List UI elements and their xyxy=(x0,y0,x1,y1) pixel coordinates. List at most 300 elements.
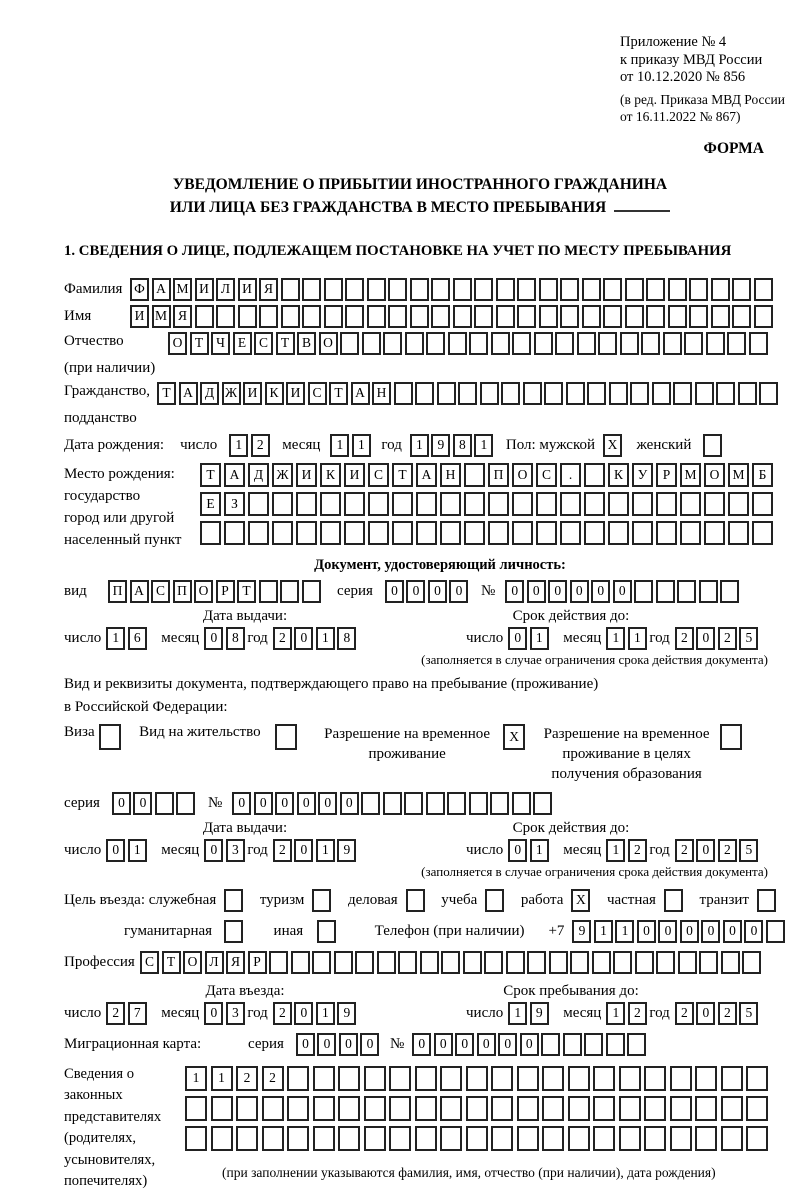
char-cell[interactable]: 1 xyxy=(530,627,549,650)
char-cell[interactable]: 2 xyxy=(718,1002,737,1025)
char-cell[interactable] xyxy=(721,1066,743,1091)
char-cell[interactable] xyxy=(656,580,675,603)
char-cell[interactable] xyxy=(517,1126,539,1151)
char-cell[interactable] xyxy=(566,382,585,405)
char-cell[interactable]: 1 xyxy=(330,434,349,457)
char-cell[interactable]: 0 xyxy=(570,580,589,603)
char-cell[interactable]: 0 xyxy=(297,792,316,815)
char-cell[interactable] xyxy=(704,492,725,516)
char-cell[interactable] xyxy=(517,278,536,301)
char-cell[interactable]: И xyxy=(344,463,365,487)
char-cell[interactable] xyxy=(635,951,654,974)
char-cell[interactable]: П xyxy=(173,580,192,603)
char-cell[interactable]: 0 xyxy=(133,792,152,815)
char-cell[interactable] xyxy=(727,332,746,355)
char-cell[interactable] xyxy=(324,278,343,301)
char-cell[interactable] xyxy=(440,1096,462,1121)
char-cell[interactable] xyxy=(389,1096,411,1121)
char-cell[interactable] xyxy=(491,1096,513,1121)
char-cell[interactable] xyxy=(398,951,417,974)
char-cell[interactable]: Е xyxy=(200,492,221,516)
char-cell[interactable]: О xyxy=(319,332,338,355)
char-cell[interactable]: Л xyxy=(205,951,224,974)
char-cell[interactable] xyxy=(668,278,687,301)
char-cell[interactable]: 0 xyxy=(637,920,656,943)
char-cell[interactable] xyxy=(262,1126,284,1151)
char-cell[interactable]: О xyxy=(194,580,213,603)
char-cell[interactable]: 2 xyxy=(675,1002,694,1025)
char-cell[interactable] xyxy=(238,305,257,328)
char-cell[interactable]: 0 xyxy=(317,1033,336,1056)
char-cell[interactable] xyxy=(404,792,423,815)
char-cell[interactable] xyxy=(317,920,336,943)
char-cell[interactable]: 5 xyxy=(739,839,758,862)
char-cell[interactable]: 0 xyxy=(428,580,447,603)
char-cell[interactable] xyxy=(410,305,429,328)
char-cell[interactable] xyxy=(568,1096,590,1121)
char-cell[interactable]: 0 xyxy=(696,627,715,650)
char-cell[interactable] xyxy=(480,382,499,405)
char-cell[interactable]: 1 xyxy=(594,920,613,943)
char-cell[interactable] xyxy=(752,521,773,545)
char-cell[interactable] xyxy=(420,951,439,974)
char-cell[interactable] xyxy=(383,332,402,355)
char-cell[interactable]: М xyxy=(173,278,192,301)
char-cell[interactable] xyxy=(593,1126,615,1151)
char-cell[interactable] xyxy=(563,1033,582,1056)
char-cell[interactable] xyxy=(539,305,558,328)
char-cell[interactable] xyxy=(619,1096,641,1121)
char-cell[interactable]: 1 xyxy=(128,839,147,862)
char-cell[interactable] xyxy=(287,1066,309,1091)
char-cell[interactable]: Т xyxy=(329,382,348,405)
char-cell[interactable] xyxy=(224,521,245,545)
char-cell[interactable] xyxy=(416,492,437,516)
char-cell[interactable]: 0 xyxy=(696,839,715,862)
char-cell[interactable] xyxy=(368,521,389,545)
char-cell[interactable]: А xyxy=(416,463,437,487)
char-cell[interactable]: Ч xyxy=(211,332,230,355)
char-cell[interactable]: С xyxy=(151,580,170,603)
char-cell[interactable] xyxy=(560,305,579,328)
char-cell[interactable] xyxy=(453,305,472,328)
char-cell[interactable] xyxy=(440,521,461,545)
char-cell[interactable] xyxy=(185,1126,207,1151)
char-cell[interactable] xyxy=(721,951,740,974)
char-cell[interactable] xyxy=(296,492,317,516)
char-cell[interactable] xyxy=(405,332,424,355)
char-cell[interactable] xyxy=(367,278,386,301)
char-cell[interactable]: О xyxy=(512,463,533,487)
char-cell[interactable]: 0 xyxy=(406,580,425,603)
char-cell[interactable] xyxy=(388,305,407,328)
char-cell[interactable]: 0 xyxy=(412,1033,431,1056)
char-cell[interactable]: 0 xyxy=(498,1033,517,1056)
char-cell[interactable] xyxy=(689,305,708,328)
char-cell[interactable] xyxy=(394,382,413,405)
char-cell[interactable]: 0 xyxy=(360,1033,379,1056)
char-cell[interactable] xyxy=(488,521,509,545)
char-cell[interactable] xyxy=(656,951,675,974)
char-cell[interactable] xyxy=(275,724,297,750)
char-cell[interactable]: 1 xyxy=(606,627,625,650)
char-cell[interactable]: 1 xyxy=(211,1066,233,1091)
char-cell[interactable] xyxy=(426,792,445,815)
char-cell[interactable] xyxy=(512,332,531,355)
char-cell[interactable]: Е xyxy=(233,332,252,355)
char-cell[interactable] xyxy=(236,1096,258,1121)
char-cell[interactable]: 0 xyxy=(449,580,468,603)
char-cell[interactable] xyxy=(338,1126,360,1151)
char-cell[interactable] xyxy=(593,1066,615,1091)
char-cell[interactable]: Р xyxy=(248,951,267,974)
char-cell[interactable] xyxy=(287,1096,309,1121)
char-cell[interactable]: И xyxy=(286,382,305,405)
char-cell[interactable] xyxy=(474,305,493,328)
char-cell[interactable] xyxy=(368,492,389,516)
char-cell[interactable]: 9 xyxy=(337,839,356,862)
char-cell[interactable]: О xyxy=(704,463,725,487)
char-cell[interactable]: Р xyxy=(216,580,235,603)
char-cell[interactable]: О xyxy=(183,951,202,974)
char-cell[interactable] xyxy=(474,278,493,301)
char-cell[interactable]: Н xyxy=(440,463,461,487)
char-cell[interactable] xyxy=(677,580,696,603)
char-cell[interactable]: 9 xyxy=(431,434,450,457)
char-cell[interactable]: 0 xyxy=(296,1033,315,1056)
char-cell[interactable]: 0 xyxy=(434,1033,453,1056)
char-cell[interactable] xyxy=(490,792,509,815)
char-cell[interactable] xyxy=(619,1126,641,1151)
char-cell[interactable] xyxy=(728,521,749,545)
char-cell[interactable]: 1 xyxy=(106,627,125,650)
char-cell[interactable] xyxy=(555,332,574,355)
char-cell[interactable] xyxy=(544,382,563,405)
char-cell[interactable]: 0 xyxy=(508,839,527,862)
char-cell[interactable]: 0 xyxy=(527,580,546,603)
char-cell[interactable] xyxy=(506,951,525,974)
char-cell[interactable]: Т xyxy=(200,463,221,487)
char-cell[interactable] xyxy=(211,1096,233,1121)
char-cell[interactable] xyxy=(542,1126,564,1151)
char-cell[interactable]: 5 xyxy=(739,627,758,650)
char-cell[interactable] xyxy=(388,278,407,301)
char-cell[interactable] xyxy=(517,305,536,328)
char-cell[interactable]: Б xyxy=(752,463,773,487)
char-cell[interactable]: 2 xyxy=(273,839,292,862)
char-cell[interactable]: С xyxy=(308,382,327,405)
char-cell[interactable]: В xyxy=(297,332,316,355)
char-cell[interactable] xyxy=(281,305,300,328)
char-cell[interactable] xyxy=(699,580,718,603)
char-cell[interactable] xyxy=(355,951,374,974)
char-cell[interactable] xyxy=(673,382,692,405)
char-cell[interactable]: 1 xyxy=(185,1066,207,1091)
char-cell[interactable]: З xyxy=(224,492,245,516)
char-cell[interactable]: Д xyxy=(248,463,269,487)
char-cell[interactable] xyxy=(248,521,269,545)
char-cell[interactable] xyxy=(466,1126,488,1151)
char-cell[interactable]: 1 xyxy=(410,434,429,457)
char-cell[interactable]: 9 xyxy=(530,1002,549,1025)
char-cell[interactable]: А xyxy=(179,382,198,405)
char-cell[interactable] xyxy=(606,1033,625,1056)
char-cell[interactable] xyxy=(646,305,665,328)
char-cell[interactable]: . xyxy=(560,463,581,487)
char-cell[interactable] xyxy=(484,951,503,974)
char-cell[interactable] xyxy=(711,278,730,301)
char-cell[interactable]: 0 xyxy=(204,1002,223,1025)
char-cell[interactable]: 5 xyxy=(739,1002,758,1025)
char-cell[interactable] xyxy=(632,521,653,545)
char-cell[interactable] xyxy=(312,951,331,974)
char-cell[interactable]: М xyxy=(680,463,701,487)
char-cell[interactable] xyxy=(706,332,725,355)
char-cell[interactable] xyxy=(584,521,605,545)
char-cell[interactable]: С xyxy=(536,463,557,487)
char-cell[interactable]: 0 xyxy=(520,1033,539,1056)
char-cell[interactable]: С xyxy=(140,951,159,974)
char-cell[interactable]: 2 xyxy=(718,627,737,650)
char-cell[interactable]: Я xyxy=(173,305,192,328)
char-cell[interactable]: 0 xyxy=(294,839,313,862)
char-cell[interactable] xyxy=(491,1066,513,1091)
char-cell[interactable] xyxy=(448,332,467,355)
char-cell[interactable]: 6 xyxy=(128,627,147,650)
char-cell[interactable] xyxy=(200,521,221,545)
char-cell[interactable] xyxy=(512,492,533,516)
char-cell[interactable] xyxy=(560,521,581,545)
char-cell[interactable] xyxy=(344,521,365,545)
char-cell[interactable] xyxy=(627,1033,646,1056)
char-cell[interactable]: 0 xyxy=(591,580,610,603)
char-cell[interactable]: 0 xyxy=(254,792,273,815)
char-cell[interactable] xyxy=(389,1126,411,1151)
char-cell[interactable] xyxy=(344,492,365,516)
char-cell[interactable]: П xyxy=(488,463,509,487)
char-cell[interactable] xyxy=(441,951,460,974)
char-cell[interactable] xyxy=(757,889,776,912)
char-cell[interactable] xyxy=(464,492,485,516)
char-cell[interactable] xyxy=(431,305,450,328)
char-cell[interactable] xyxy=(703,434,722,457)
char-cell[interactable]: О xyxy=(168,332,187,355)
char-cell[interactable]: 0 xyxy=(318,792,337,815)
char-cell[interactable] xyxy=(512,521,533,545)
char-cell[interactable] xyxy=(464,521,485,545)
char-cell[interactable] xyxy=(281,278,300,301)
char-cell[interactable] xyxy=(195,305,214,328)
char-cell[interactable] xyxy=(582,278,601,301)
char-cell[interactable] xyxy=(383,792,402,815)
char-cell[interactable] xyxy=(749,332,768,355)
char-cell[interactable] xyxy=(410,278,429,301)
char-cell[interactable] xyxy=(542,1096,564,1121)
char-cell[interactable] xyxy=(619,1066,641,1091)
char-cell[interactable] xyxy=(415,382,434,405)
char-cell[interactable] xyxy=(759,382,778,405)
char-cell[interactable] xyxy=(345,278,364,301)
char-cell[interactable] xyxy=(695,1096,717,1121)
char-cell[interactable]: Т xyxy=(276,332,295,355)
char-cell[interactable] xyxy=(742,951,761,974)
char-cell[interactable] xyxy=(447,792,466,815)
char-cell[interactable]: У xyxy=(632,463,653,487)
char-cell[interactable] xyxy=(584,1033,603,1056)
char-cell[interactable] xyxy=(334,951,353,974)
char-cell[interactable] xyxy=(453,278,472,301)
char-cell[interactable]: 1 xyxy=(316,839,335,862)
char-cell[interactable] xyxy=(593,1096,615,1121)
char-cell[interactable] xyxy=(577,332,596,355)
char-cell[interactable]: 2 xyxy=(251,434,270,457)
char-cell[interactable] xyxy=(766,920,785,943)
char-cell[interactable]: 0 xyxy=(477,1033,496,1056)
char-cell[interactable] xyxy=(392,492,413,516)
char-cell[interactable] xyxy=(302,305,321,328)
char-cell[interactable] xyxy=(608,492,629,516)
char-cell[interactable]: М xyxy=(728,463,749,487)
char-cell[interactable] xyxy=(542,1066,564,1091)
char-cell[interactable]: 1 xyxy=(229,434,248,457)
char-cell[interactable]: 0 xyxy=(613,580,632,603)
char-cell[interactable] xyxy=(340,332,359,355)
char-cell[interactable] xyxy=(684,332,703,355)
char-cell[interactable] xyxy=(466,1096,488,1121)
char-cell[interactable] xyxy=(458,382,477,405)
char-cell[interactable]: 0 xyxy=(744,920,763,943)
char-cell[interactable]: 1 xyxy=(530,839,549,862)
char-cell[interactable] xyxy=(695,382,714,405)
char-cell[interactable] xyxy=(338,1096,360,1121)
char-cell[interactable] xyxy=(689,278,708,301)
char-cell[interactable] xyxy=(746,1066,768,1091)
char-cell[interactable] xyxy=(704,521,725,545)
char-cell[interactable]: 0 xyxy=(696,1002,715,1025)
char-cell[interactable]: Т xyxy=(392,463,413,487)
char-cell[interactable]: 2 xyxy=(675,839,694,862)
char-cell[interactable]: 1 xyxy=(352,434,371,457)
char-cell[interactable] xyxy=(613,951,632,974)
char-cell[interactable]: Т xyxy=(157,382,176,405)
char-cell[interactable]: 2 xyxy=(106,1002,125,1025)
char-cell[interactable]: 0 xyxy=(294,1002,313,1025)
char-cell[interactable]: 2 xyxy=(628,839,647,862)
char-cell[interactable] xyxy=(663,332,682,355)
char-cell[interactable] xyxy=(620,332,639,355)
char-cell[interactable]: Ж xyxy=(222,382,241,405)
char-cell[interactable]: 0 xyxy=(505,580,524,603)
char-cell[interactable]: К xyxy=(320,463,341,487)
char-cell[interactable] xyxy=(568,1066,590,1091)
char-cell[interactable] xyxy=(431,278,450,301)
char-cell[interactable] xyxy=(392,521,413,545)
char-cell[interactable] xyxy=(269,951,288,974)
char-cell[interactable] xyxy=(560,492,581,516)
char-cell[interactable] xyxy=(625,278,644,301)
char-cell[interactable]: 0 xyxy=(106,839,125,862)
char-cell[interactable]: 1 xyxy=(316,627,335,650)
char-cell[interactable] xyxy=(716,382,735,405)
char-cell[interactable]: Ж xyxy=(272,463,293,487)
char-cell[interactable] xyxy=(362,332,381,355)
char-cell[interactable] xyxy=(732,305,751,328)
char-cell[interactable] xyxy=(641,332,660,355)
char-cell[interactable] xyxy=(754,278,773,301)
char-cell[interactable] xyxy=(338,1066,360,1091)
char-cell[interactable] xyxy=(216,305,235,328)
char-cell[interactable]: 0 xyxy=(339,1033,358,1056)
char-cell[interactable] xyxy=(644,1066,666,1091)
char-cell[interactable]: И xyxy=(296,463,317,487)
char-cell[interactable] xyxy=(539,278,558,301)
char-cell[interactable]: 7 xyxy=(128,1002,147,1025)
char-cell[interactable] xyxy=(416,521,437,545)
char-cell[interactable] xyxy=(415,1066,437,1091)
char-cell[interactable] xyxy=(367,305,386,328)
char-cell[interactable] xyxy=(584,492,605,516)
char-cell[interactable]: 3 xyxy=(226,839,245,862)
char-cell[interactable] xyxy=(656,492,677,516)
char-cell[interactable] xyxy=(440,1066,462,1091)
char-cell[interactable]: А xyxy=(130,580,149,603)
char-cell[interactable] xyxy=(313,1066,335,1091)
char-cell[interactable] xyxy=(440,492,461,516)
char-cell[interactable] xyxy=(754,305,773,328)
char-cell[interactable]: Т xyxy=(190,332,209,355)
char-cell[interactable] xyxy=(287,1126,309,1151)
char-cell[interactable] xyxy=(426,332,445,355)
char-cell[interactable] xyxy=(296,521,317,545)
char-cell[interactable]: 9 xyxy=(572,920,591,943)
char-cell[interactable] xyxy=(236,1126,258,1151)
char-cell[interactable] xyxy=(695,1126,717,1151)
char-cell[interactable] xyxy=(584,463,605,487)
char-cell[interactable]: 0 xyxy=(275,792,294,815)
char-cell[interactable] xyxy=(377,951,396,974)
char-cell[interactable]: 1 xyxy=(606,839,625,862)
char-cell[interactable] xyxy=(746,1126,768,1151)
char-cell[interactable]: 0 xyxy=(548,580,567,603)
char-cell[interactable] xyxy=(415,1096,437,1121)
char-cell[interactable]: 0 xyxy=(204,839,223,862)
char-cell[interactable] xyxy=(644,1126,666,1151)
char-cell[interactable] xyxy=(155,792,174,815)
char-cell[interactable] xyxy=(313,1096,335,1121)
char-cell[interactable] xyxy=(632,492,653,516)
char-cell[interactable]: 8 xyxy=(453,434,472,457)
char-cell[interactable] xyxy=(466,1066,488,1091)
char-cell[interactable] xyxy=(259,580,278,603)
char-cell[interactable] xyxy=(711,305,730,328)
char-cell[interactable]: 2 xyxy=(273,1002,292,1025)
char-cell[interactable] xyxy=(440,1126,462,1151)
char-cell[interactable] xyxy=(496,305,515,328)
char-cell[interactable] xyxy=(469,792,488,815)
char-cell[interactable]: К xyxy=(608,463,629,487)
char-cell[interactable]: 8 xyxy=(337,627,356,650)
char-cell[interactable] xyxy=(185,1096,207,1121)
char-cell[interactable] xyxy=(224,889,243,912)
char-cell[interactable] xyxy=(272,492,293,516)
char-cell[interactable] xyxy=(721,1126,743,1151)
char-cell[interactable] xyxy=(491,332,510,355)
char-cell[interactable] xyxy=(320,492,341,516)
char-cell[interactable]: 2 xyxy=(718,839,737,862)
char-cell[interactable]: 2 xyxy=(236,1066,258,1091)
char-cell[interactable] xyxy=(485,889,504,912)
char-cell[interactable] xyxy=(533,792,552,815)
